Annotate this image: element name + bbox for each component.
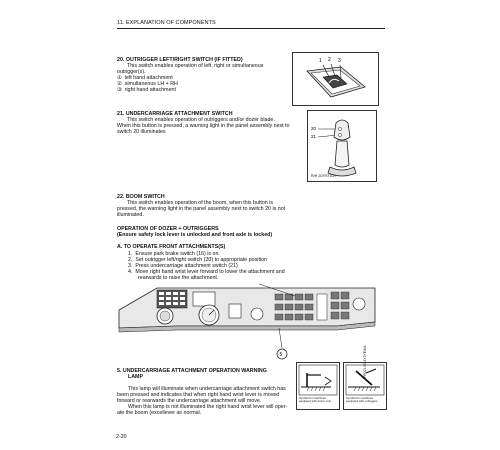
page-header-title: 11. EXPLANATION OF COMPONENTS	[117, 20, 216, 26]
fig-label-1: 1	[319, 58, 322, 64]
section-21-title: 21. UNDERCARRIAGE ATTACHMENT SWITCH	[117, 111, 233, 117]
outrigger-switch-figure	[292, 52, 379, 106]
outrigger-switch-drawing	[293, 53, 378, 105]
section-5-text-line: forward or rearwards the undercarriage attachment will move.	[117, 398, 262, 404]
operation-subtitle: (Ensure safety lock lever is unlocked and front axle is locked)	[117, 232, 273, 238]
section-20-text-line: outrigger(s).	[117, 69, 146, 75]
operation-step-continuation: rearwards to raise the attachment.	[138, 275, 219, 281]
joystick-figure	[307, 110, 377, 182]
operation-step: 2. Set outrigger left/right switch (20) to appropriate position	[128, 257, 267, 263]
fig-label-20: 20	[311, 126, 317, 131]
fig-label-2: 2	[328, 57, 331, 63]
section-5-text-line: When this lamp is not illuminated the right hand wrist lever will oper-	[128, 404, 288, 410]
section-20-item: ③ right hand attachment	[117, 87, 176, 93]
section-5-text-line: This lamp will illuminate when undercarriage attachment switch has	[128, 386, 286, 392]
dozer-symbol-caption: Symbol for machines equipped with dozer only	[299, 396, 331, 404]
section-20-item: ① left hand attachment	[117, 75, 173, 81]
fig-label-21: 21	[311, 134, 317, 139]
section-21-text-line: This switch enables operation of outriggers and/or dozer blade.	[127, 117, 275, 123]
dashboard-panel-drawing	[117, 282, 379, 362]
section-21-text-line: switch 20 illuminates	[117, 129, 166, 135]
joystick-caption: R/H JOYSTICK	[311, 174, 336, 178]
operation-title: OPERATION OF DOZER + OUTRIGGERS	[117, 226, 219, 232]
page-number: 2-20	[116, 434, 127, 440]
section-21-text-line: When this button is pressed, a warning light in the panel assembly next to	[117, 123, 290, 129]
joystick-drawing	[308, 111, 376, 181]
dozer-symbol-icon	[297, 363, 339, 397]
operation-step-heading: A. TO OPERATE FRONT ATTACHMENTS(S)	[117, 244, 226, 250]
section-20-item: ② simultaneous LH + RH	[117, 81, 178, 87]
side-document-code: PR013-0016Y2YE/8/4	[363, 345, 367, 378]
section-5-text-line: ate the boom (excellever as normal.	[117, 410, 202, 416]
section-22-title: 22. BOOM SWITCH	[117, 194, 165, 200]
section-22-text-line: pressed, the warning light in the panel assembly next to switch 20 is not	[117, 206, 286, 212]
operation-step: 1. Ensure park brake switch (16) is on.	[128, 251, 220, 257]
section-5-title-line2: LAMP	[128, 374, 144, 380]
section-20-text-line: This switch enables operation of left, right or simultaneous	[127, 63, 264, 69]
section-5-text-line: been pressed and indicates that when right hand wrist lever is moved	[117, 392, 280, 398]
header-rule	[117, 28, 385, 29]
dozer-symbol-box	[296, 362, 340, 410]
section-22-text-line: This switch enables operation of the boom, when this button is	[127, 200, 274, 206]
dashboard-callout-5: 5	[279, 352, 283, 358]
section-20-title: 20. OUTRIGGER LEFT/RIGHT SWITCH (IF FITTED)	[117, 57, 243, 63]
outrigger-symbol-caption: Symbol for machines equipped with outriggers	[346, 396, 378, 404]
section-22-text-line: illuminated.	[117, 212, 144, 218]
operation-step: 3. Press undercarriage attachment switch (21)	[128, 263, 238, 269]
fig-label-3: 3	[338, 58, 341, 64]
operation-step: 4. Move right hand wrist lever forward to lower the attachment and	[128, 269, 285, 275]
section-5-title: 5. UNDERCARRIAGE ATTACHMENT OPERATION WARNING	[117, 368, 267, 374]
dashboard-panel-figure	[117, 282, 379, 362]
